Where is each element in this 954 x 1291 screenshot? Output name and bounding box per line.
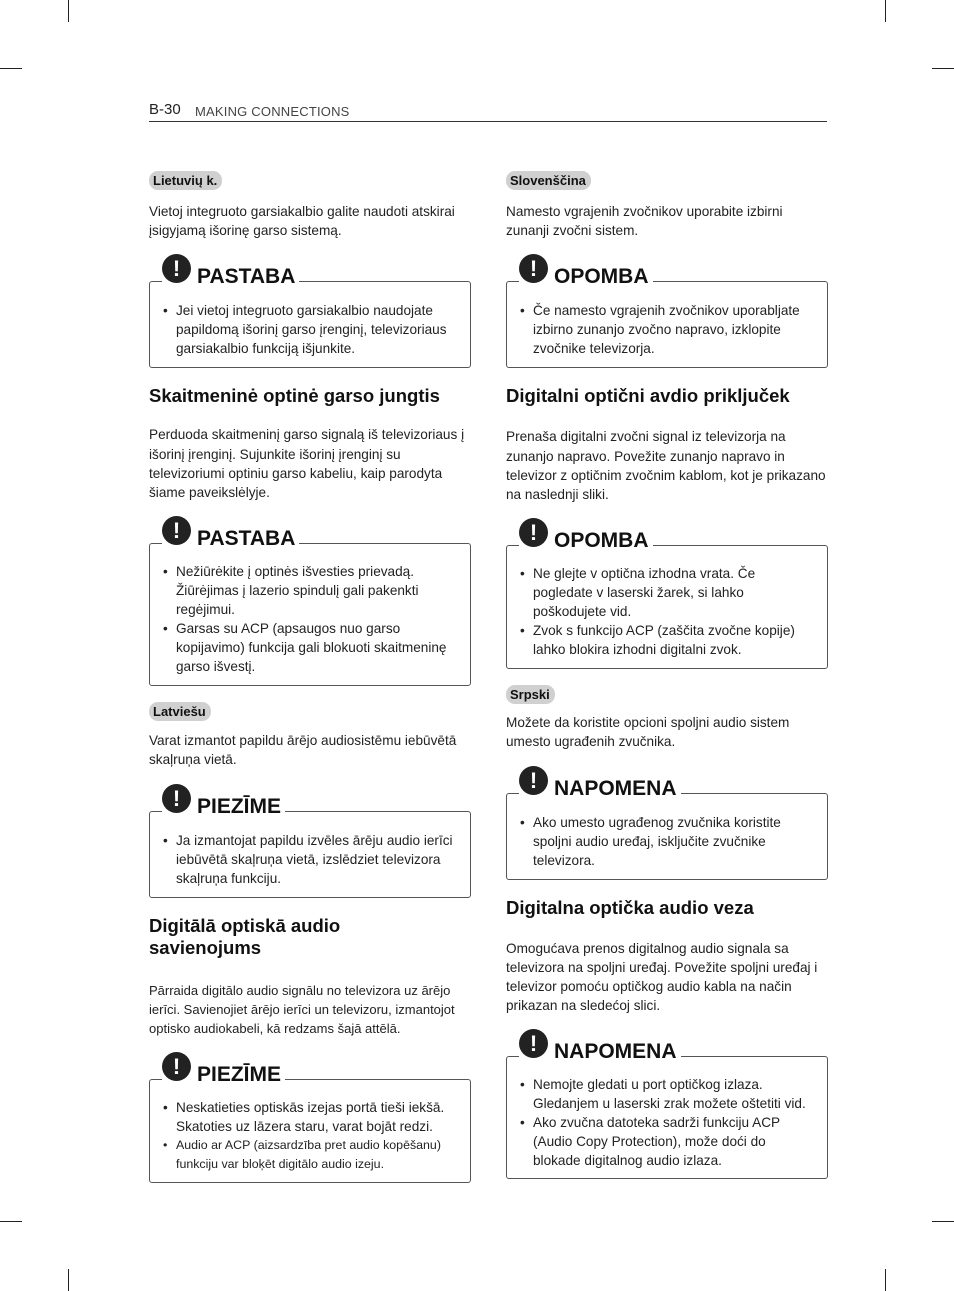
body-text: Pārraida digitālo audio signālu no televizora uz ārējo ierīci. Savienojiet ārējo ierīci un televizoru, izmantojot optisko audiokabeli, kā redzams šajā attēlā. [149,982,455,1037]
note-box [506,520,828,669]
note-label [519,762,681,802]
section-heading: Digitalna optička audio veza [506,896,754,918]
note-title: OPOMBA [554,529,649,553]
intro-text: Vietoj integruoto garsiakalbio galite naudoti atskirai įsigyjamą išorinę garso sistemą. [149,204,455,239]
crop-mark [932,1221,954,1222]
note-title: PASTABA [197,527,296,551]
language-tag-latvian: Latviešu [149,702,211,721]
note-box [149,256,471,368]
note-label [519,1025,681,1065]
crop-mark [0,1221,22,1222]
exclamation-icon: ! [519,1029,548,1058]
note-box [149,518,471,686]
note-list [163,562,460,676]
note-item: • Neskatieties optiskās izejas portā tieši iekšā. Skatoties uz lāzera staru, varat bojāt redzi. [163,1098,460,1136]
section-heading: Digitālā optiskā audio savienojums [149,914,341,958]
note-box [149,785,471,898]
note-item: • Nemojte gledati u port optičkog izlaza. Gledanjem u laserski zrak možete oštetiti vid. [520,1075,817,1113]
note-list [520,813,817,870]
note-box [506,1031,828,1179]
exclamation-icon: ! [162,516,191,545]
exclamation-icon: ! [519,766,548,795]
note-box [506,256,828,368]
exclamation-icon: ! [162,1052,191,1081]
intro-text: Možete da koristite opcioni spoljni audio sistem umesto ugrađenih zvučnika. [506,715,790,750]
exclamation-icon: ! [162,254,191,283]
right-column [506,171,828,1179]
note-list [520,1075,817,1170]
note-list [520,301,817,358]
note-title: NAPOMENA [554,776,677,800]
language-tag-serbian: Srpski [506,685,555,704]
crop-mark [68,1269,69,1291]
language-tag-lithuanian: Lietuvių k. [149,171,222,190]
left-column [149,171,471,1183]
crop-mark [885,0,886,22]
note-label [519,514,653,554]
note-label [162,512,299,552]
note-title: PASTABA [197,265,296,289]
section-title: MAKING CONNECTIONS [195,104,350,119]
note-item: • Če namesto vgrajenih zvočnikov uporabljate izbirno zunanjo zvočno napravo, izklopite zvočnike televizorja. [520,301,817,358]
note-item: • Ne glejte v optična izhodna vrata. Če pogledate v laserski žarek, si lahko poškodujete vid. [520,564,817,621]
body-text: Perduoda skaitmeninį garso signalą iš televizoriaus į išorinį įrenginį. Sujunkite išorinį įrenginį su televizoriumi optiniu garso kabeliu, kaip parodyta šiame paveikslėlyje. [149,427,465,501]
intro-text: Varat izmantot papildu ārējo audiosistēmu iebūvētā skaļruņa vietā. [149,733,457,768]
note-item: • Audio ar ACP (aizsardzība pret audio kopēšanu) funkciju var bloķēt digitālo audio izeju. [163,1136,460,1174]
note-item: • Garsas su ACP (apsaugos nuo garso kopijavimo) funkcija gali blokuoti skaitmeninę garso išvestį. [163,619,460,676]
note-box [149,1054,471,1183]
section-heading: Skaitmeninė optinė garso jungtis [149,385,440,407]
note-item: • Ja izmantojat papildu izvēles ārēju audio ierīci iebūvētā skaļruņa vietā, izslēdziet televizora skaļruņa funkciju. [163,831,460,888]
exclamation-icon: ! [519,518,548,547]
note-label [162,1048,285,1088]
note-item: • Ako umesto ugrađenog zvučnika koristite spoljni audio uređaj, isključite zvučnike televizora. [520,813,817,870]
exclamation-icon: ! [162,784,191,813]
crop-mark [885,1269,886,1291]
note-label [162,250,299,290]
note-title: PIEZĪME [197,1063,282,1087]
note-label [519,250,653,290]
crop-mark [932,68,954,69]
note-title: PIEZĪME [197,794,282,818]
language-tag-slovenian: Slovenščina [506,171,591,190]
note-list [163,831,460,888]
note-title: OPOMBA [554,265,649,289]
page-header [149,99,827,122]
note-list [163,1098,460,1174]
note-box [506,767,828,880]
crop-mark [0,68,22,69]
section-heading: Digitalni optični avdio priključek [506,385,790,407]
intro-text: Namesto vgrajenih zvočnikov uporabite izbirni zunanji zvočni sistem. [506,204,783,239]
note-item: • Ako zvučna datoteka sadrži funkciju ACP (Audio Copy Protection), može doći do blokade digitalnog audio izlaza. [520,1113,817,1170]
note-list [163,301,460,358]
note-list [520,564,817,659]
note-label [162,780,285,820]
body-text: Omogućava prenos digitalnog audio signala sa televizora na spoljni uređaj. Povežite spoljni uređaj i televizor pomoću optičkog audio kabla na način prikazan na sledećoj slici. [506,940,818,1014]
note-item: • Nežiūrėkite į optinės išvesties prievadą. Žiūrėjimas į lazerio spindulį gali pakenkti regėjimui. [163,562,460,619]
note-item: • Jei vietoj integruoto garsiakalbio naudojate papildomą išorinį garso įrenginį, televizoriaus garsiakalbio funkciją išjunkite. [163,301,460,358]
note-title: NAPOMENA [554,1040,677,1064]
exclamation-icon: ! [519,254,548,283]
note-item: • Zvok s funkcijo ACP (zaščita zvočne kopije) lahko blokira izhodni digitalni zvok. [520,621,817,659]
page-number: B-30 [149,101,181,118]
crop-mark [68,0,69,22]
body-text: Prenaša digitalni zvočni signal iz televizorja na zunanjo napravo. Povežite zunanjo napravo in televizor z optičnim zvočnim kablom, kot je prikazano na naslednji sliki. [506,429,826,503]
